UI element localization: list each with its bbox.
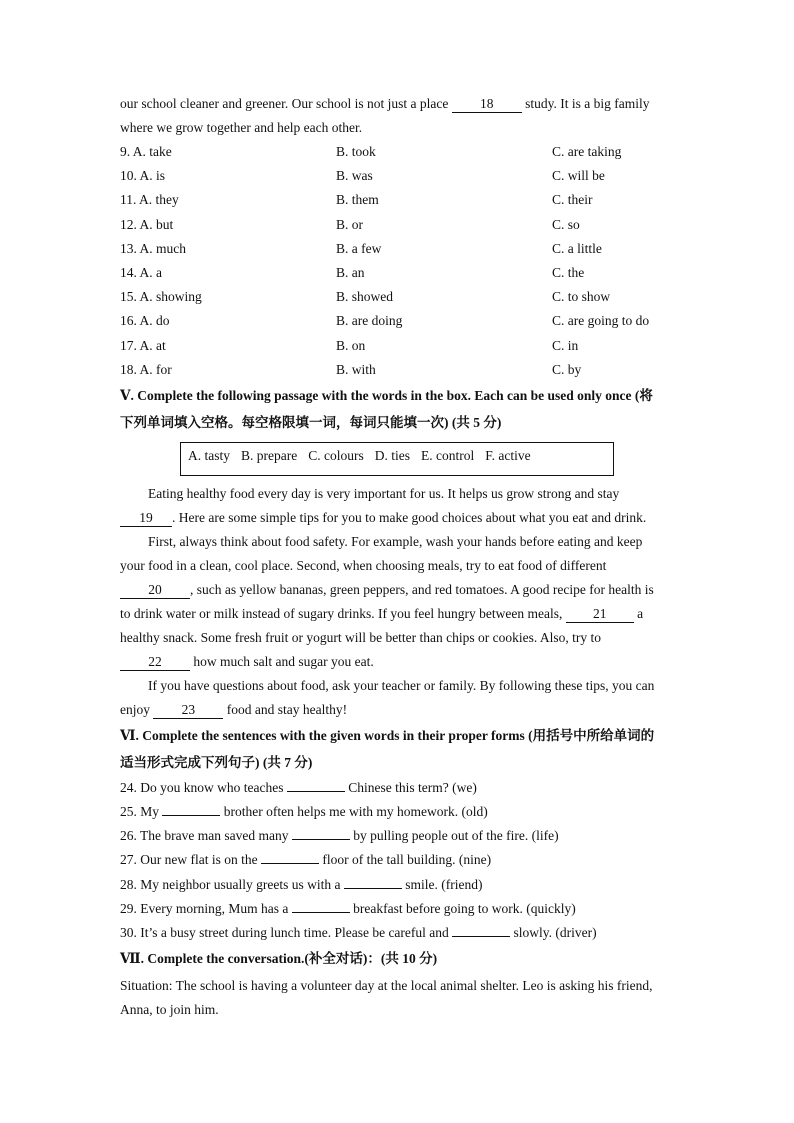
sentence-item — [120, 873, 674, 897]
sentence-item — [120, 921, 674, 945]
situation-text: Anna, to join him. — [120, 1002, 219, 1018]
word-option: D. ties — [374, 447, 410, 463]
sentence-post: by pulling people out of the fire. (life) — [353, 828, 559, 844]
passage-text: First, always think about food safety. For example, wash your hands before eating and keep — [148, 533, 643, 549]
option-row — [120, 309, 674, 333]
word-option: B. prepare — [241, 447, 298, 463]
option-c: C. by — [552, 361, 582, 377]
passage-text: If you have questions about food, ask your teacher or family. By following these tips, you can — [148, 677, 655, 693]
word-option: A. tasty — [188, 447, 230, 463]
section-5-title — [120, 382, 674, 436]
answer-blank[interactable] — [292, 898, 350, 913]
blank-18 — [452, 96, 522, 113]
sentence-item — [120, 848, 674, 872]
exam-page — [120, 92, 674, 1022]
sentence-post: breakfast before going to work. (quickly) — [353, 900, 576, 916]
sentence-pre: 26. The brave man saved many — [120, 828, 289, 844]
sentence-item — [120, 824, 674, 848]
option-c: C. so — [552, 216, 580, 232]
blank-20 — [120, 582, 190, 599]
blank-number: 21 — [593, 605, 607, 621]
option-a: 13. A. much — [120, 240, 186, 256]
option-c: C. to show — [552, 289, 611, 305]
sentence-pre: 24. Do you know who teaches — [120, 779, 284, 795]
passage-text: a — [637, 605, 644, 621]
sentence-post: slowly. (driver) — [513, 925, 597, 940]
passage-text: food and stay healthy! — [226, 701, 348, 717]
situation-line — [120, 974, 674, 998]
option-a: 11. A. they — [120, 192, 179, 208]
passage-line — [120, 698, 674, 722]
blank-number: 22 — [148, 653, 162, 669]
passage-line — [120, 626, 674, 650]
option-row — [120, 164, 674, 188]
answer-blank[interactable] — [261, 849, 319, 864]
passage-text: Eating healthy food every day is very important for us. It helps us grow strong and stay — [148, 485, 620, 501]
option-b: B. showed — [336, 289, 393, 305]
answer-blank[interactable] — [292, 825, 350, 840]
sentence-item — [120, 897, 674, 921]
passage-text: . Here are some simple tips for you to make good choices about what you eat and drink. — [172, 509, 647, 525]
sentence-pre: 30. It’s a busy street during lunch time. Please be careful and — [120, 925, 449, 940]
section-title-line: Ⅶ. Complete the conversation.(补全对话)：(共 10 分) — [120, 951, 438, 967]
section-title-line: 适当形式完成下列句子) (共 7 分) — [120, 754, 313, 770]
option-c: C. will be — [552, 168, 605, 184]
word-option: F. active — [485, 447, 531, 463]
answer-blank[interactable] — [287, 777, 345, 792]
word-box — [180, 442, 614, 476]
blank-22 — [120, 654, 190, 671]
passage-text: , such as yellow bananas, green peppers, and red tomatoes. A good recipe for health is — [190, 581, 654, 597]
option-row — [120, 261, 674, 285]
word-option: C. colours — [308, 447, 364, 463]
passage-text: how much salt and sugar you eat. — [193, 653, 374, 669]
blank-number: 18 — [480, 96, 494, 111]
situation-text: Situation: The school is having a volunteer day at the local animal shelter. Leo is asking his friend, — [120, 978, 653, 994]
blank-number: 19 — [139, 509, 153, 525]
word-option: E. control — [420, 447, 475, 463]
option-row — [120, 213, 674, 237]
sentence-pre: 29. Every morning, Mum has a — [120, 900, 289, 916]
sentence-item — [120, 776, 674, 800]
passage-line — [120, 602, 674, 626]
option-row — [120, 358, 674, 382]
option-a: 17. A. at — [120, 337, 166, 353]
option-c: C. the — [552, 264, 585, 280]
passage-text: healthy snack. Some fresh fruit or yogurt will be better than chips or cookies. Also, try to — [120, 629, 602, 645]
intro-text: our school cleaner and greener. Our school is not just a place — [120, 96, 449, 111]
blank-21 — [566, 606, 634, 623]
passage-text: enjoy — [120, 701, 150, 717]
option-a: 10. A. is — [120, 168, 166, 184]
option-c: C. are going to do — [552, 313, 650, 329]
sentence-post: brother often helps me with my homework. (old) — [223, 804, 488, 820]
sentence-pre: 27. Our new flat is on the — [120, 852, 258, 868]
intro-text: study. It is a big family — [525, 96, 650, 111]
option-b: B. took — [336, 144, 376, 159]
passage-text: to drink water or milk instead of sugary drinks. If you feel hungry between meals, — [120, 605, 563, 621]
option-a: 15. A. showing — [120, 289, 202, 305]
sentence-pre: 25. My — [120, 804, 160, 820]
option-b: B. a few — [336, 240, 382, 256]
option-b: B. are doing — [336, 313, 403, 329]
passage-line — [120, 530, 674, 554]
blank-number: 20 — [148, 581, 162, 597]
sentence-pre: 28. My neighbor usually greets us with a — [120, 876, 341, 892]
option-b: B. on — [336, 337, 366, 353]
option-a: 18. A. for — [120, 361, 172, 377]
option-a: 14. A. a — [120, 264, 162, 280]
option-a: 12. A. but — [120, 216, 174, 232]
passage-line — [120, 650, 674, 674]
option-b: B. was — [336, 168, 373, 184]
sentence-item — [120, 800, 674, 824]
section-title-line: Ⅵ. Complete the sentences with the given words in their proper forms (用括号中所给单词的 — [120, 727, 655, 743]
sentence-post: floor of the tall building. (nine) — [322, 852, 492, 868]
option-b: B. with — [336, 361, 376, 377]
answer-blank[interactable] — [452, 922, 510, 937]
option-row — [120, 237, 674, 261]
option-c: C. a little — [552, 240, 602, 256]
section-title-line: 下列单词填入空格。每空格限填一词，每词只能填一次) (共 5 分) — [120, 414, 502, 430]
option-b: B. them — [336, 192, 379, 208]
option-c: C. in — [552, 337, 579, 353]
situation-line — [120, 998, 674, 1022]
option-b: B. or — [336, 216, 363, 232]
passage-line — [120, 482, 674, 506]
sentence-post: smile. (friend) — [405, 876, 483, 892]
sentence-list — [120, 776, 674, 945]
passage-line — [120, 506, 674, 530]
option-a: 16. A. do — [120, 313, 170, 329]
blank-number: 23 — [181, 701, 196, 717]
option-row — [120, 140, 674, 164]
intro-line-1 — [120, 92, 674, 116]
passage-line — [120, 578, 674, 602]
passage-line — [120, 554, 674, 578]
sentence-post: Chinese this term? (we) — [348, 779, 477, 795]
option-a: 9. A. take — [120, 144, 172, 159]
option-row — [120, 334, 674, 358]
section-6-title — [120, 722, 674, 776]
intro-line-2 — [120, 116, 674, 140]
options-list — [120, 140, 674, 382]
option-c: C. are taking — [552, 144, 622, 159]
blank-23 — [153, 702, 223, 719]
blank-19 — [120, 510, 172, 527]
intro-text: where we grow together and help each other. — [120, 120, 363, 135]
option-b: B. an — [336, 264, 365, 280]
passage-line — [120, 674, 674, 698]
answer-blank[interactable] — [344, 874, 402, 889]
answer-blank[interactable] — [162, 801, 220, 816]
passage-text: your food in a clean, cool place. Second, when choosing meals, try to eat food of different — [120, 557, 607, 573]
section-7-title — [120, 945, 674, 972]
section-title-line: Ⅴ. Complete the following passage with the words in the box. Each can be used only once (将 — [120, 387, 653, 403]
option-row — [120, 285, 674, 309]
option-c: C. their — [552, 192, 593, 208]
option-row — [120, 188, 674, 212]
